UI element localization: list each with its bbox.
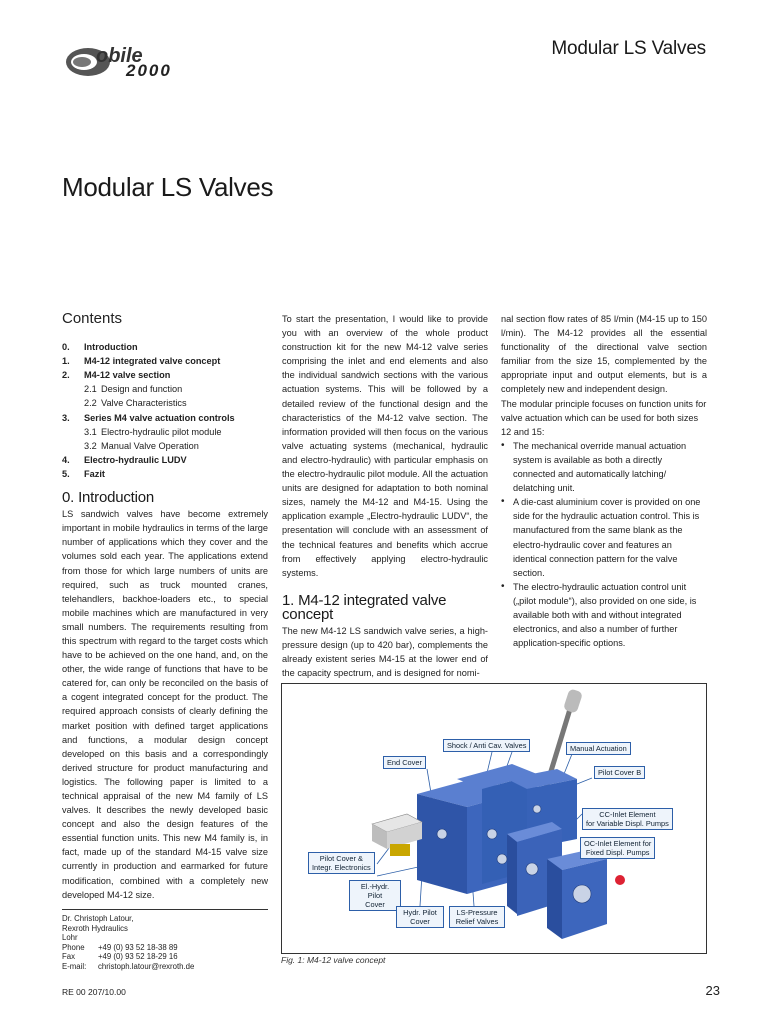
callout-line: Pilot Cover & [319,854,363,863]
svg-text:obile: obile [96,45,143,67]
document-title: Modular LS Valves [62,172,274,202]
header-title: Modular LS Valves [551,38,706,59]
toc-label: Electro-hydraulic pilot module [101,426,222,437]
callout-pilot-cover-b [594,766,645,779]
callout-line: OC-Inlet Element for [584,839,652,848]
bullet-icon: • [501,580,505,592]
callout-line: Relief Valves [455,917,499,926]
email-label: E-mail: [62,961,87,971]
toc-item[interactable] [62,382,268,396]
email-link[interactable]: christoph.latour@rexroth.de [98,961,195,971]
callout-hydr-pilot [396,906,444,928]
toc-label: Series M4 valve actuation controls [84,412,235,423]
toc-num: 2.1 [84,384,97,395]
toc-label: Design and function [101,384,183,395]
column-2 [282,312,488,680]
figure-caption: Fig. 1: M4-12 valve concept [281,955,386,965]
callout-end-cover [383,756,426,769]
phone-row [62,943,268,953]
callout-line: Hydr. Pilot [403,908,437,917]
bullet-text: A die-cast aluminium cover is provided on one side for the hydraulic actuation control. This is manufactured from the same blank as the electro-hydraulic cover and features an identical connection pattern for the valve section. [513,497,701,578]
column-1 [62,312,268,902]
section-1-paragraph: The new M4-12 LS sandwich valve series, a high-pressure design (up to 420 bar), complements the already existent series M4-15 at the lower end of the capacity spectrum, and is designed for nomi- [282,625,488,679]
toc-label: Valve Characteristics [101,398,187,409]
callout-line: LS-Pressure [456,908,498,917]
callout-line: Fixed Displ. Pumps [585,848,650,857]
toc-num: 0. [62,342,70,353]
author-city: Lohr [62,933,78,943]
list-item [501,580,707,650]
page-number: 23 [705,983,720,998]
mobile-2000-logo [62,40,202,80]
callout-label: Shock / Anti Cav. Valves [447,741,527,750]
toc-num: 1. [62,356,70,367]
table-of-contents [62,340,268,481]
toc-num: 4. [62,454,70,465]
toc-item[interactable] [62,354,268,368]
callout-line: for Variable Displ. Pumps [586,819,669,828]
callout-label: End Cover [387,758,422,767]
callout-line: Cover [410,917,430,926]
callout-line: El.-Hydr. Pilot [360,882,390,900]
callout-line: Cover [365,900,385,909]
intro-paragraph: LS sandwich valves have become extremely important in mobile hydraulics in terms of the large number of applications which they cover and the volumes sold each year. The applications extend from those for which large numbers of units are required, such as truck mounted cranes, telehandlers, backhoe-loaders etc., to special mobile machines which are manufactured in very small numbers. The requirements resulting from this spectrum with regard to the target costs which have to be achieved on the one hand, and, on the other, the wide range of functions that have to be catered for, can only be reconciled on the basis of a cogent integrated concept for the product. The required approach consists of clearly defining the market position with defined target applications and functions, a modular design concept developed on this basis and a correspondingly derived structure for product manufacturing and logistics. The following paper is limited to a technical appraisal of the new M4 family of LS valves. It describes the newly developed basic concept and also the design features of the essential function units. This new M4 family is, in fact, made up of the standard M4-15 valve size currently in production and earmarked for future modification, combined with a completely new developed M4-12 size. [62,509,268,900]
intro-heading: 0. Introduction [62,489,155,507]
toc-num: 3.1 [84,426,97,437]
callout-manual-actuation [566,742,631,755]
callout-el-hydr-pilot [349,880,401,911]
callout-label: Manual Actuation [570,744,627,753]
callout-line: Integr. Electronics [312,863,371,872]
toc-label: Electro-hydraulic LUDV [84,454,187,465]
svg-text:2000: 2000 [126,61,172,80]
list-item [501,439,707,495]
toc-num: 2.2 [84,398,97,409]
toc-label: M4-12 integrated valve concept [84,356,221,367]
fax-row [62,952,268,962]
author-name: Dr. Christoph Latour, [62,914,134,923]
contents-heading: Contents [62,310,123,327]
fax-value: +49 (0) 93 52 18-29 16 [98,952,178,962]
toc-item[interactable] [62,439,268,453]
toc-item[interactable] [62,467,268,481]
toc-item[interactable] [62,368,268,382]
toc-label: Introduction [84,342,138,353]
fax-label: Fax [62,952,75,962]
toc-num: 5. [62,468,70,479]
callout-cc-inlet [582,808,673,830]
author-company: Rexroth Hydraulics [62,923,128,933]
section-1-heading: 1. M4-12 integrated valve concept [282,591,447,623]
bullet-text: The mechanical override manual actuation system is available as both a directly connected and automatically latching/ delatching unit. [513,440,687,494]
toc-num: 2. [62,370,70,381]
phone-label: Phone [62,942,85,952]
document-reference: RE 00 207/10.00 [62,987,126,997]
phone-value: +49 (0) 93 52 18-38 89 [98,942,178,952]
bullet-text: The electro-hydraulic actuation control unit („pilot module“), also provided on one side, is available both with and without integrated electronics, and also a number of further application-specific options. [513,581,697,649]
callout-oc-inlet [580,837,655,859]
toc-item[interactable] [62,396,268,410]
valve-concept-figure [281,683,707,954]
flow-rate-paragraph: nal section flow rates of 85 l/min (M4-15 up to 150 l/min). The M4-12 provides all the essential functionality of the directional valve section familiar from the size 15, complemented by the appropriate input and output elements, but is a completely new and independent design. [501,314,707,395]
email-row [62,962,268,972]
list-item [501,495,707,580]
column-3 [501,312,707,650]
toc-item[interactable] [62,411,268,425]
toc-item[interactable] [62,453,268,467]
callout-label: Pilot Cover B [598,768,642,777]
modular-principle-paragraph: The modular principle focuses on function units for valve actuation which can be used for both sizes 12 and 15: [501,398,707,437]
toc-label: Fazit [84,468,105,479]
toc-num: 3. [62,412,70,423]
toc-item[interactable] [62,340,268,354]
callout-pilot-cover-electronics [308,852,375,874]
toc-label: Manual Valve Operation [101,440,199,451]
bullet-icon: • [501,496,505,508]
actuation-bullet-list [501,439,707,650]
author-block [62,909,268,972]
toc-item[interactable] [62,425,268,439]
toc-num: 3.2 [84,440,97,451]
toc-label: M4-12 valve section [84,370,171,381]
callout-ls-pressure [449,906,505,928]
callout-shock-valves [443,739,530,752]
overview-paragraph: To start the presentation, I would like to provide you with an overview of the whole product construction kit for the new M4-12 valve series comprising the inlet and end elements and also the individual sandwich sections with the various actuation systems. This will be followed by a detailed review of the functional design and the characteristics of the M4-12 valve section. The information provided will then focus on the various valve actuating systems (mechanical, hydraulic and electro-hydraulic) with particular emphasis on the electro-hydraulic pilot module. All the actuation units are designed for adaptation to both nominal sizes, namely the M4-12 and M4-15. Using the application example „Electro-hydraulic LUDV“, the presentation will conclude with an assessment of the technical features and benefits which accrue from effectively applying electro-hydraulic systems. [282,314,488,578]
bullet-icon: • [501,439,505,451]
callout-line: CC-Inlet Element [599,810,656,819]
